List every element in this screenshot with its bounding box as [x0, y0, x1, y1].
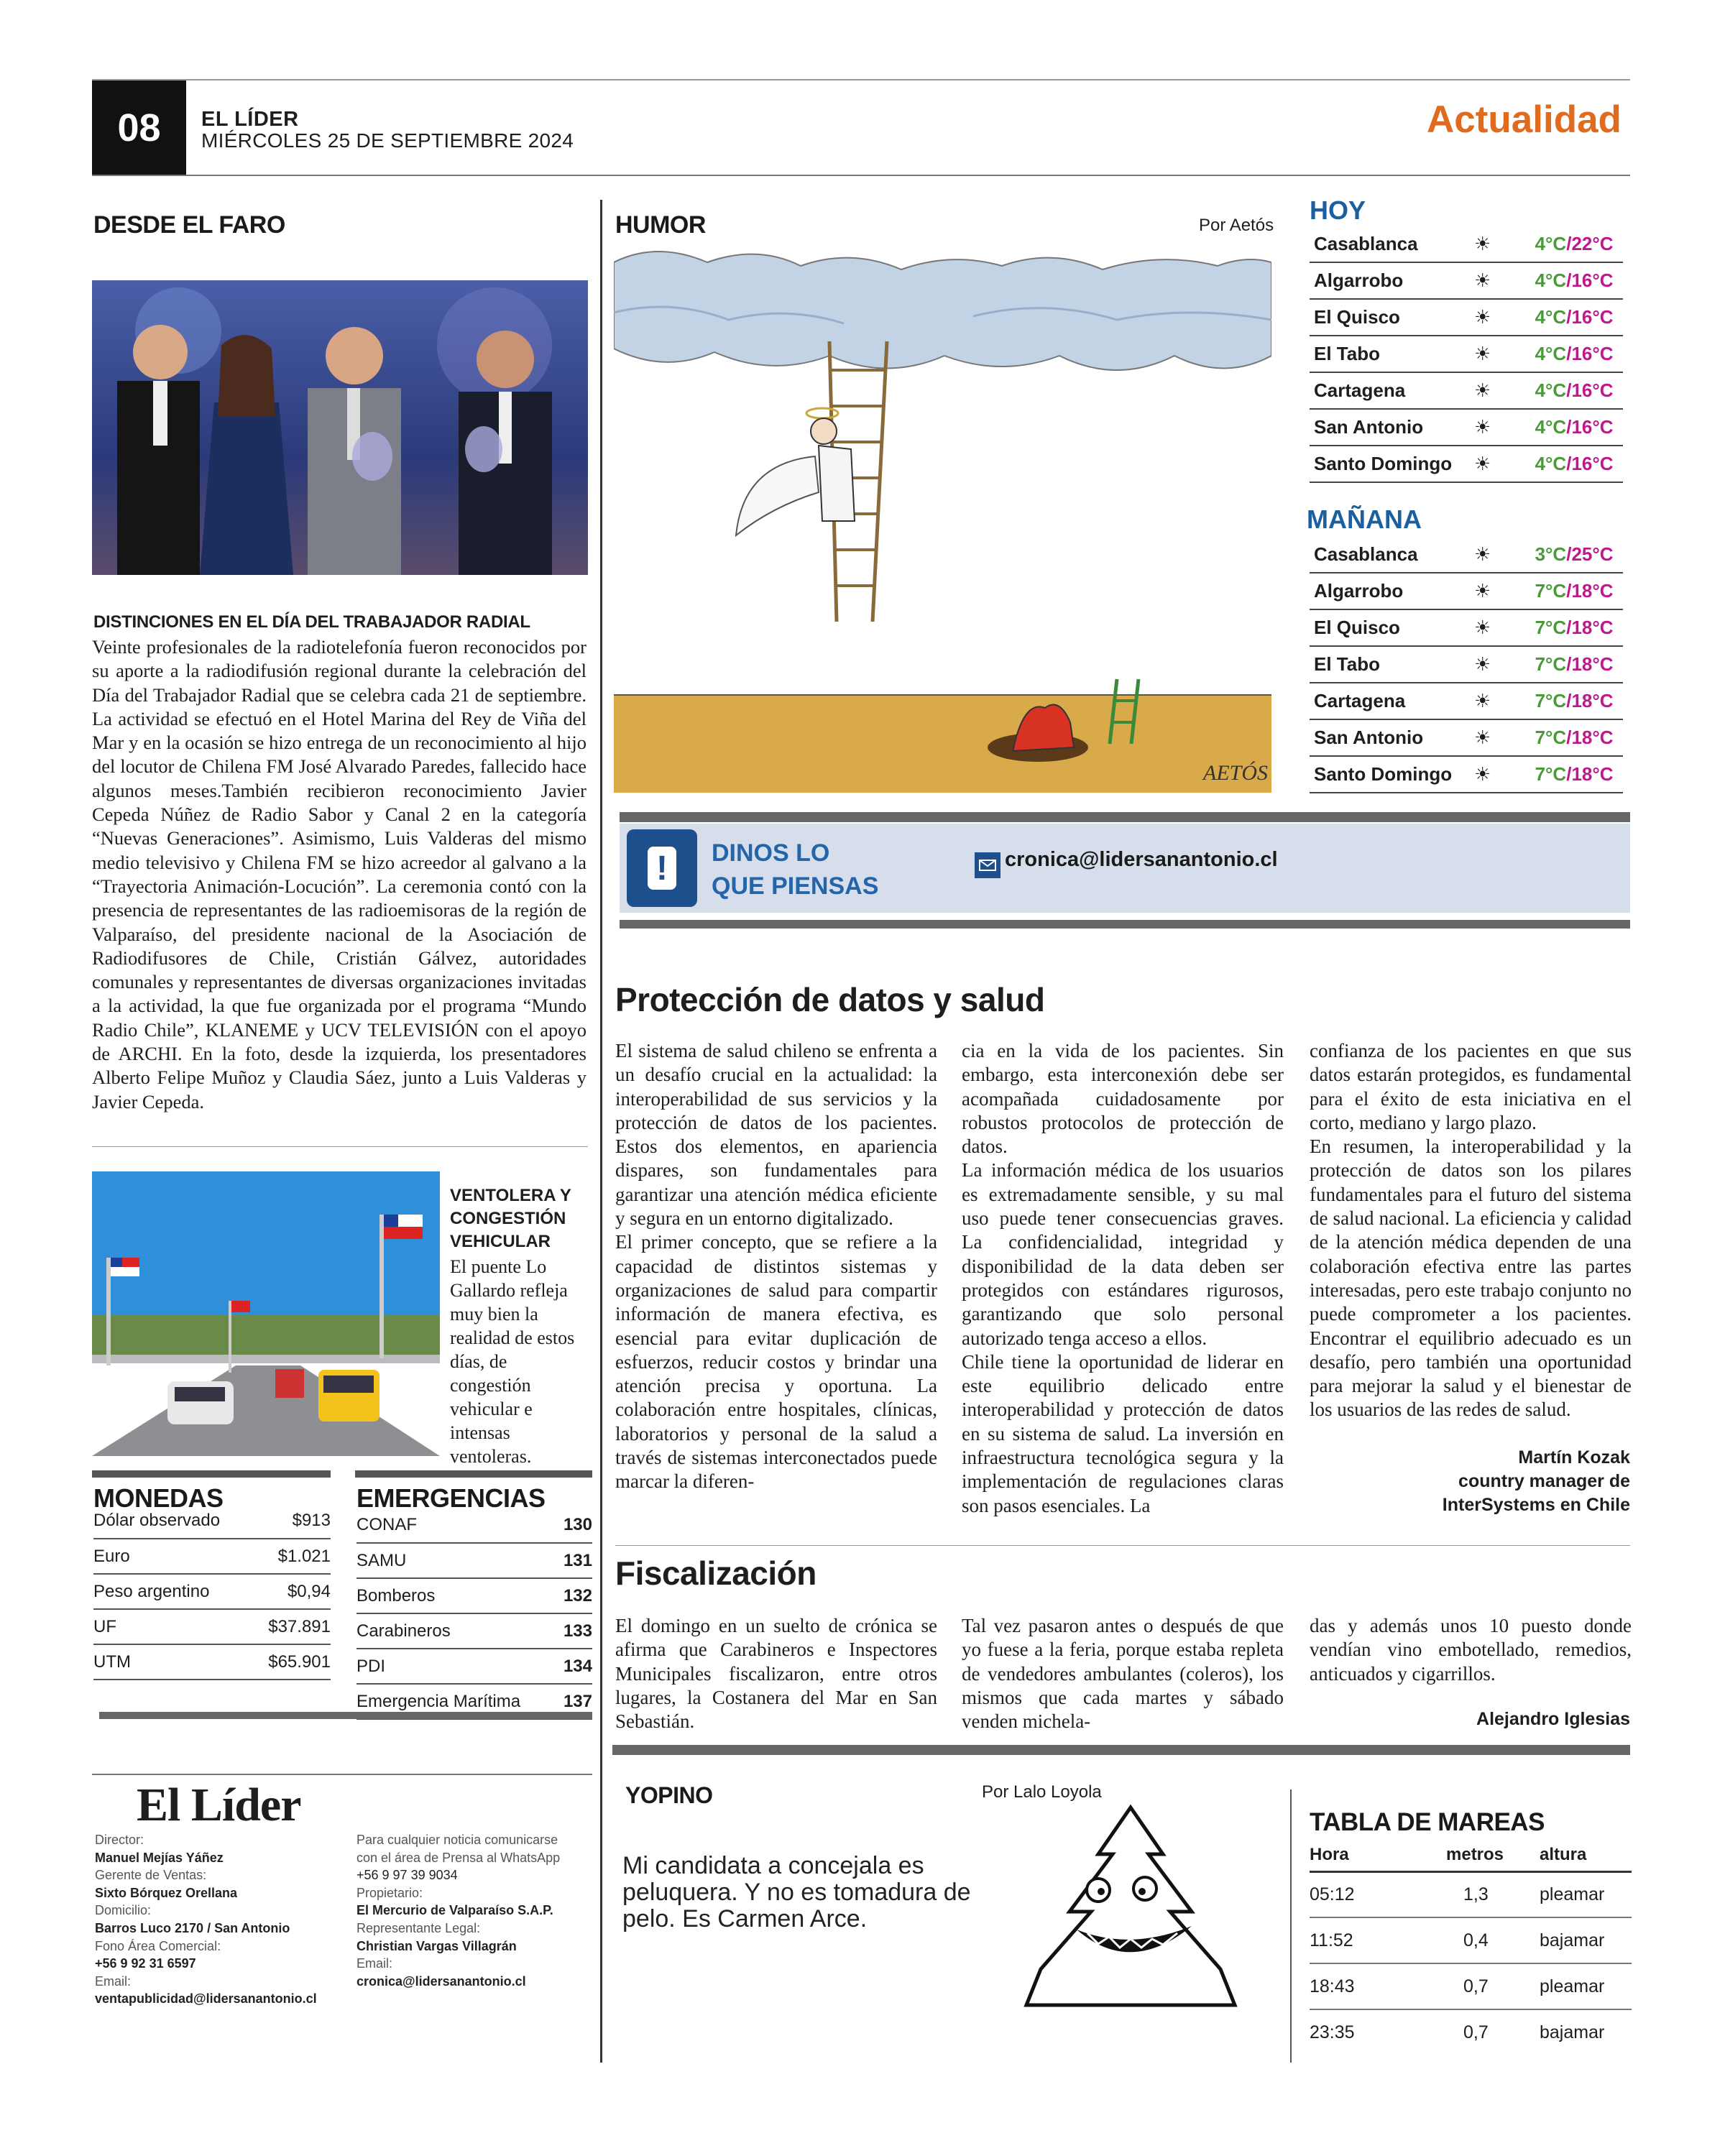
partly-sunny-icon: ☀ [1456, 536, 1509, 573]
weather-row: Santo Domingo ☀ 7°C/18°C [1310, 756, 1623, 793]
weather-row: El Tabo ☀ 7°C/18°C [1310, 646, 1623, 683]
staff-right: Para cualquier noticia comunicarse con el área de Prensa al WhatsApp +56 9 97 39 9034 Propietario: El Mercurio de Valparaíso S.A.P. Representante Legal: Christian Vargas Villagrán Email: cronica@lidersanantonio.cl [356, 1833, 561, 1989]
bridge-photo [92, 1171, 440, 1456]
el-lider-logo: El Líder [137, 1779, 301, 1831]
proteccion-col-3: confianza de los pacientes en que sus datos estarán protegidos, es fundamental para el éxito de esta iniciativa en el corto, mediano y largo plazo. En resumen, la interoperabilidad y la protección de datos son los pilares fundamentales para el futuro del sistema de salud nacional. La eficiencia y calidad de la atención médica dependen de una colaboración efectiva entre las partes interesadas, pero este trabajo conjunto no puede comprometer a los pacientes. Encontrar el equilibrio adecuado es un desafío, pero también una oportunidad para mejorar la salud y el bienestar de los usuarios de las redes de salud. [1310, 1040, 1632, 1421]
awards-photo [92, 280, 588, 575]
moneda-row: Peso argentino $0,94 [93, 1574, 331, 1609]
emergencia-row: Bomberos 132 [356, 1578, 592, 1613]
weather-tomorrow-table [1310, 536, 1623, 793]
mareas-header-row: Hora metros altura [1310, 1840, 1632, 1871]
mail-icon [975, 852, 1000, 878]
paper-name: EL LÍDER [201, 108, 299, 131]
desde-el-faro-body: Veinte profesionales de la radiotelefonía fueron reconocidos por su aporte a la radiodifusión regional durante la celebración del Día del Trabajador Radial que se celebra cada 21 de septiembre. La actividad se efectuó en el Hotel Marina del Rey de Viña del Mar y en la ocasión se hizo entrega de un reconocimiento al hijo del locutor de Chilena FM José Alvarado Paredes, fallecido hace algunos meses.También recibieron reconocimiento Javier Cepeda Núñez de Radio Sabor y Canal 2 en la categoría “Nuevas Generaciones”. Asimismo, Luis Valderas del mismo medio televisivo y Chilena FM se hizo acreedor al galvano a la “Trayectoria Animación-Locución”. La ceremonia contó con la presencia de representantes de las radioemisoras de la región de Valparaíso, del presidente nacional de la Asociación de Radiodifusores de Chile, Cristián Gálvez, autoridades comunales y representantes de diversas organizaciones invitadas a la actividad, la que fue organizada por el programa “Mundo Radio Chile”, KLANEME y UCV TELEVISIÓN con el apoyo de ARCHI. En la foto, desde la izquierda, los presentadores Alberto Felipe Muñoz y Claudia Sáez, junto a Luis Valderas y Javier Cepeda. [92, 636, 586, 1112]
sun-icon: ☀ [1456, 262, 1509, 299]
fiscalizacion-title: Fiscalización [615, 1554, 816, 1592]
weather-row: Cartagena ☀ 4°C/16°C [1310, 372, 1623, 409]
monedas-table [93, 1503, 331, 1680]
yopino-byline: Por Lalo Loyola [982, 1782, 1102, 1802]
edition-date: MIÉRCOLES 25 DE SEPTIEMBRE 2024 [201, 129, 574, 152]
fiscalizacion-col-3: das y además unos 10 puesto donde vendían vino embotellado, remedios, anticuados y cigarrillos. [1310, 1615, 1632, 1685]
weather-today-table [1310, 226, 1623, 483]
partly-sunny-icon: ☀ [1456, 756, 1509, 793]
weather-row: Santo Domingo ☀ 4°C/16°C [1310, 446, 1623, 482]
emergencias-table [356, 1508, 592, 1720]
proteccion-col-2: cia en la vida de los pacientes. Sin embargo, esta interconexión debe ser acompañada cuidadosamente por robustos protocolos de protección de datos. La información médica de los usuarios es extremadamente sensible, y su mal uso puede tener consecuencias graves. La confidencialidad, integridad y disponibilidad de la data deben ser protegidos con estándares rigurosos, garantizando que solo personal autorizado tenga acceso a ellos. Chile tiene la oportunidad de liderar en este equilibrio delicado entre interoperabilidad y protección de datos en su sistema de salud. La inversión en infraestructura tecnológica segura y la implementación de regulaciones claras son pasos esenciales. La [962, 1040, 1284, 1516]
humor-byline: Por Aetós [1199, 216, 1274, 235]
sun-icon: ☀ [1456, 446, 1509, 482]
moneda-row: UTM $65.901 [93, 1644, 331, 1680]
mareas-table [1310, 1840, 1632, 2055]
ventolera-headline: VENTOLERA Y CONGESTIÓN VEHICULAR [450, 1186, 571, 1251]
marea-row: 23:35 0,7 bajamar [1310, 2022, 1605, 2042]
fiscalizacion-author: Alejandro Iglesias [1476, 1709, 1630, 1729]
sun-icon: ☀ [1456, 299, 1509, 336]
partly-sunny-icon: ☀ [1456, 609, 1509, 646]
weather-row: Casablanca ☀ 4°C/22°C [1310, 226, 1623, 262]
desde-el-faro-kicker: DESDE EL FARO [93, 211, 285, 239]
marea-row: 18:43 0,7 pleamar [1310, 1963, 1632, 2009]
emergencia-row: CONAF 130 [356, 1508, 592, 1543]
partly-sunny-icon: ☀ [1456, 226, 1509, 262]
moneda-row: Dólar observado $913 [93, 1503, 331, 1539]
yopino-text: Mi candidata a concejala es peluquera. Y no es tomadura de pelo. Es Carmen Arce. [622, 1852, 971, 1932]
marea-row: 05:12 1,3 pleamar [1310, 1871, 1632, 1917]
humor-kicker: HUMOR [615, 211, 706, 239]
exclamation-icon: ! [627, 829, 697, 907]
weather-row: Algarrobo ☀ 4°C/16°C [1310, 262, 1623, 299]
weather-today-label: HOY [1310, 195, 1366, 225]
emergencia-row: PDI 134 [356, 1649, 592, 1684]
partly-sunny-icon: ☀ [1456, 683, 1509, 719]
partly-sunny-icon: ☀ [1456, 719, 1509, 756]
emergencia-row: SAMU 131 [356, 1543, 592, 1578]
weather-tomorrow-label: MAÑANA [1307, 505, 1422, 534]
fiscalizacion-col-2: Tal vez pasaron antes o después de que yo fuese a la feria, porque estaba repleta de vendedores ambulantes (coleros), los mismos que cada martes y sábado venden michela- [962, 1615, 1284, 1733]
emergencia-row: Emergencia Marítima 137 [356, 1684, 592, 1719]
ventolera-body: El puente Lo Gallardo refleja muy bien la realidad de estos días, de congestión vehicular e intensas ventoleras. [450, 1256, 575, 1467]
weather-row: El Tabo ☀ 4°C/16°C [1310, 336, 1623, 372]
emergencias-title: EMERGENCIAS [356, 1483, 546, 1513]
yopino-kicker: YOPINO [625, 1782, 713, 1808]
sun-icon: ☀ [1456, 372, 1509, 409]
sun-icon: ☀ [1456, 336, 1509, 372]
section-title: Actualidad [1427, 98, 1622, 141]
page-number: 08 [117, 106, 161, 149]
yopino-tree-cartoon [1012, 1804, 1249, 2012]
dinos-title: DINOS LO QUE PIENSAS [712, 839, 879, 900]
weather-row: Cartagena ☀ 7°C/18°C [1310, 683, 1623, 719]
proteccion-author: Martín Kozak country manager de InterSystems en Chile [1442, 1447, 1630, 1515]
weather-row: San Antonio ☀ 7°C/18°C [1310, 719, 1623, 756]
monedas-title: MONEDAS [93, 1483, 224, 1513]
dinos-email[interactable]: cronica@lidersanantonio.cl [1005, 848, 1278, 871]
moneda-row: UF $37.891 [93, 1609, 331, 1644]
weather-row: Casablanca ☀ 3°C/25°C [1310, 536, 1623, 573]
cartoon-signature: AETÓS [1203, 761, 1268, 785]
humor-cartoon [614, 248, 1271, 793]
mareas-title: TABLA DE MAREAS [1310, 1808, 1545, 1836]
weather-row: San Antonio ☀ 4°C/16°C [1310, 409, 1623, 446]
page-number-box [92, 80, 186, 175]
desde-el-faro-headline: DISTINCIONES EN EL DÍA DEL TRABAJADOR RADIAL [93, 612, 530, 632]
proteccion-title: Protección de datos y salud [615, 981, 1045, 1018]
partly-sunny-icon: ☀ [1456, 646, 1509, 683]
moneda-row: Euro $1.021 [93, 1539, 331, 1574]
sun-icon: ☀ [1456, 409, 1509, 446]
staff-left: Director: Manuel Mejías Yáñez Gerente de Ventas: Sixto Bórquez Orellana Domicilio: Barros Luco 2170 / San Antonio Fono Área Comercial: +56 9 92 31 6597 Email: ventapublicidad@lidersanantonio.cl [95, 1833, 317, 2007]
weather-row: Algarrobo ☀ 7°C/18°C [1310, 573, 1623, 609]
proteccion-col-1: El sistema de salud chileno se enfrenta a un desafío crucial en la actualidad: la interoperabilidad de sus servicios y la protección de datos de los pacientes. Estos dos elementos, en apariencia dispares, son fundamentales para garantizar una atención médica eficiente y segura en un entorno digitalizado. El primer concepto, que se refiere a la capacidad de distintos sistemas y organizaciones de salud para compartir información de manera efectiva, es esencial para evitar duplicación de esfuerzos, reducir costos y brindar una atención precisa y oportuna. La colaboración entre hospitales, clínicas, laboratorios y personal de la salud a través de sistemas interconectados puede marcar la diferen- [615, 1040, 937, 1493]
fiscalizacion-col-1: El domingo en un suelto de crónica se afirma que Carabineros e Inspectores Municipales fiscalizaron, entre otros lugares, la Costanera del Mar en San Sebastián. [615, 1615, 937, 1733]
emergencia-row: Carabineros 133 [356, 1613, 592, 1649]
weather-row: El Quisco ☀ 4°C/16°C [1310, 299, 1623, 336]
marea-row: 11:52 0,4 bajamar [1310, 1917, 1632, 1963]
partly-sunny-icon: ☀ [1456, 573, 1509, 609]
weather-row: El Quisco ☀ 7°C/18°C [1310, 609, 1623, 646]
